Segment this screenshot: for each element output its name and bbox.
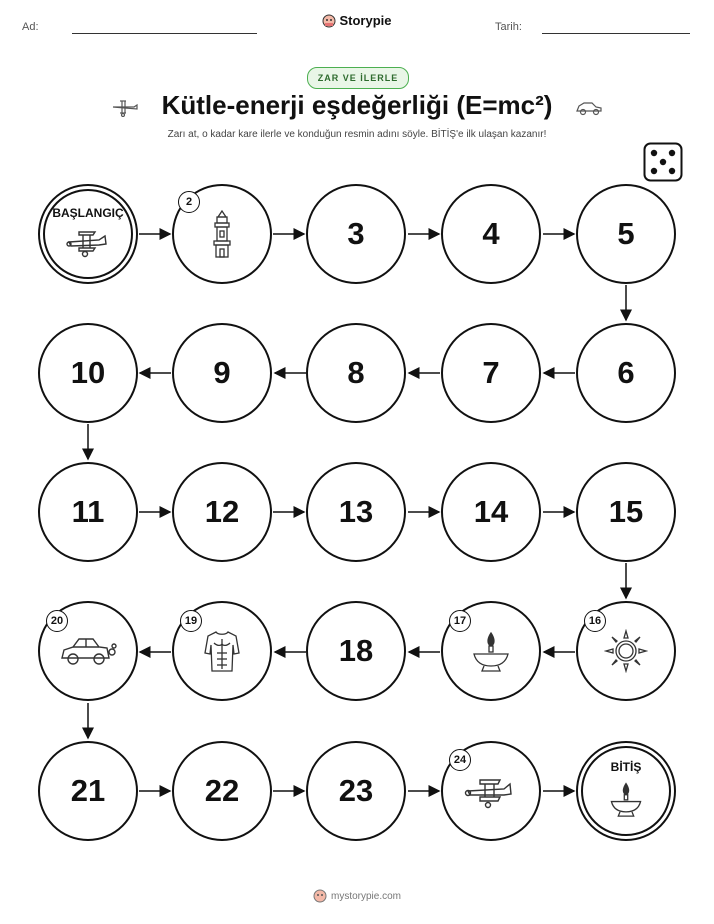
board-cell-5[interactable]: 5 xyxy=(576,184,676,284)
biplane-icon xyxy=(464,773,518,809)
oil-lamp-icon xyxy=(608,780,644,818)
game-type-badge: ZAR VE İLERLE xyxy=(307,67,409,89)
board-cell-11[interactable]: 11 xyxy=(38,462,138,562)
start-label: BAŞLANGIÇ xyxy=(52,206,124,220)
board-cell-18[interactable]: 18 xyxy=(306,601,406,701)
footer xyxy=(0,889,714,906)
cell-badge-20: 20 xyxy=(46,610,68,632)
board-cell-4[interactable]: 4 xyxy=(441,184,541,284)
board-cell-6[interactable]: 6 xyxy=(576,323,676,423)
storypie-logo-icon xyxy=(313,889,327,903)
cell-badge-19: 19 xyxy=(180,610,202,632)
torso-icon xyxy=(202,629,242,673)
board-cell-15[interactable]: 15 xyxy=(576,462,676,562)
minaret-icon xyxy=(209,209,235,259)
board-cell-7[interactable]: 7 xyxy=(441,323,541,423)
cell-badge-24: 24 xyxy=(449,749,471,771)
name-label: Ad: xyxy=(22,21,39,33)
board-cell-8[interactable]: 8 xyxy=(306,323,406,423)
cell-badge-16: 16 xyxy=(584,610,606,632)
start-cell[interactable] xyxy=(38,184,138,284)
biplane-icon xyxy=(65,224,111,258)
car-icon xyxy=(59,634,117,668)
board-cell-3[interactable]: 3 xyxy=(306,184,406,284)
date-label: Tarih: xyxy=(495,21,522,33)
board-cell-13[interactable]: 13 xyxy=(306,462,406,562)
instructions: Zarı at, o kadar kare ilerle ve konduğun resmin adını söyle. BİTİŞ'e ilk ulaşan kazanır! xyxy=(167,129,547,140)
title-text: Kütle-enerji eşdeğerliği (E=mc²) xyxy=(161,90,553,120)
board-cell-9[interactable]: 9 xyxy=(172,323,272,423)
brand-name: Storypie xyxy=(339,13,392,28)
board-cell-14[interactable]: 14 xyxy=(441,462,541,562)
cell-badge-17: 17 xyxy=(449,610,471,632)
finish-cell[interactable] xyxy=(576,741,676,841)
footer-url[interactable]: mystorypie.com xyxy=(330,890,401,902)
board-cell-22[interactable]: 22 xyxy=(172,741,272,841)
board-cell-21[interactable]: 21 xyxy=(38,741,138,841)
finish-label: BİTİŞ xyxy=(610,760,642,774)
oil-lamp-icon xyxy=(470,629,512,673)
board-cell-10[interactable]: 10 xyxy=(38,323,138,423)
sun-icon xyxy=(604,629,648,673)
board-cell-12[interactable]: 12 xyxy=(172,462,272,562)
cell-badge-2: 2 xyxy=(178,191,200,213)
board-cell-23[interactable]: 23 xyxy=(306,741,406,841)
